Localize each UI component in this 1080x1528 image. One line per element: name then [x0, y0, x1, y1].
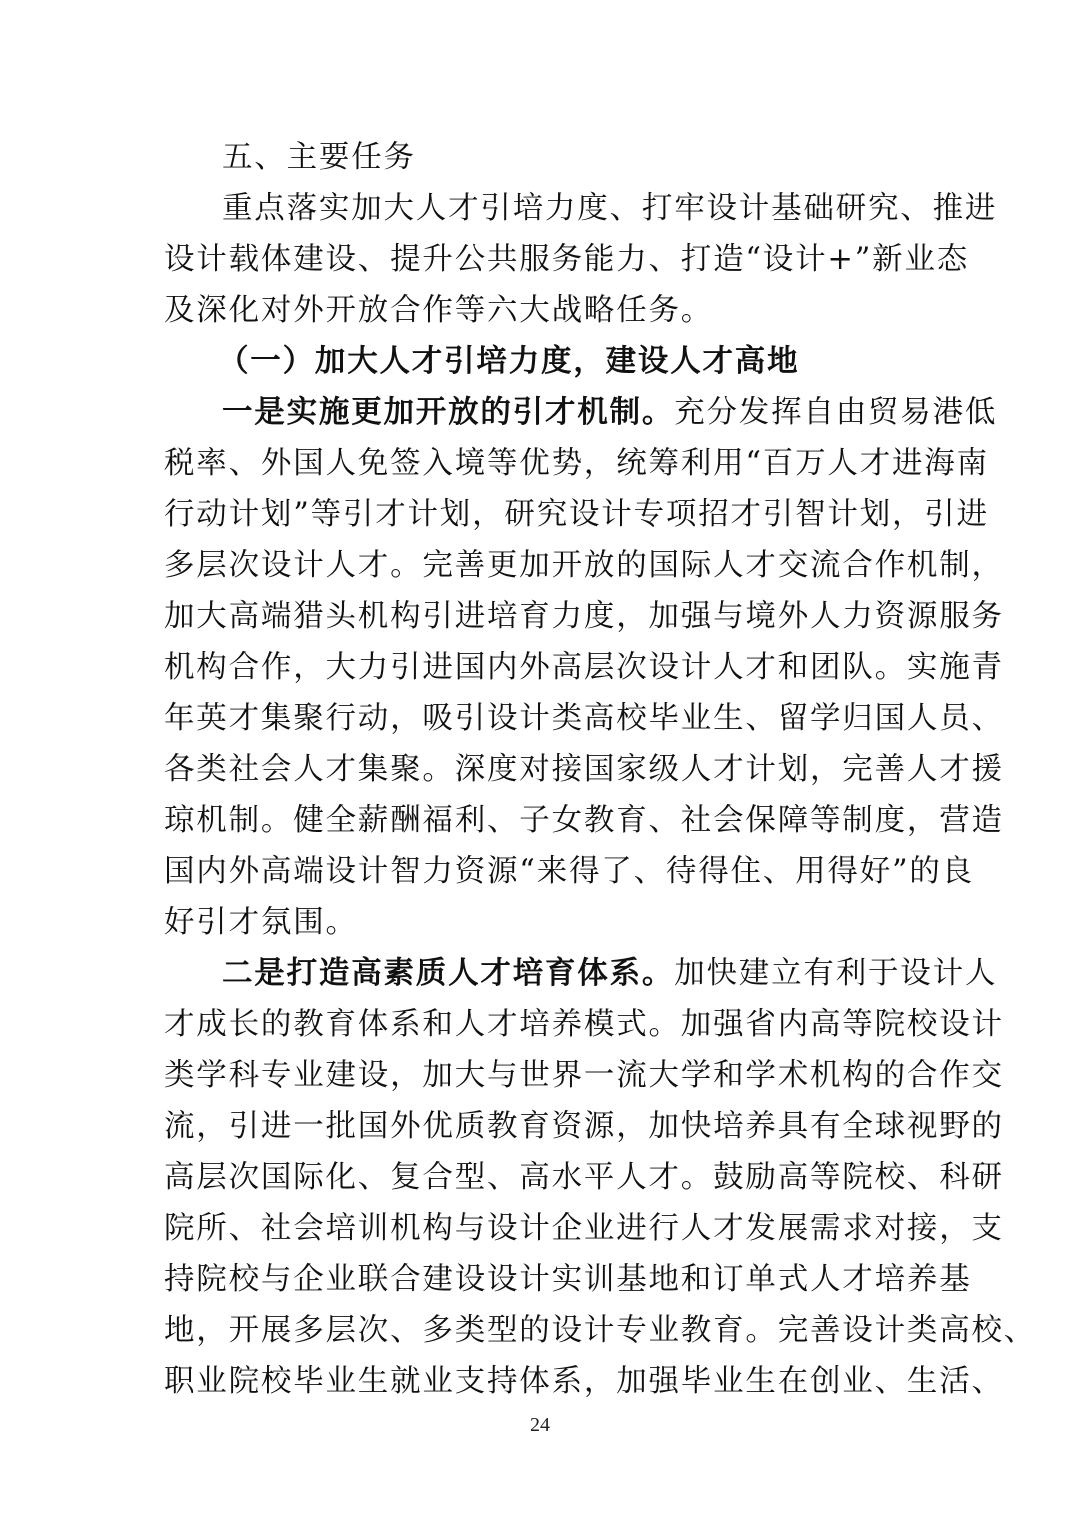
paragraph-lead: 二是打造高素质人才培育体系。 — [222, 956, 675, 991]
subsection-title: （一）加大人才引培力度，建设人才高地 — [218, 344, 800, 379]
intro-line: 重点落实加大人才引培力度、打牢设计基础研究、推进 — [222, 191, 998, 226]
paragraph-lead: 一是实施更加开放的引才机制。 — [222, 395, 675, 430]
paragraph-line: 各类社会人才集聚。深度对接国家级人才计划，完善人才援 — [164, 752, 1004, 787]
intro-line: 及深化对外开放合作等六大战略任务。 — [164, 293, 714, 328]
paragraph-line: 院所、社会培训机构与设计企业进行人才发展需求对接，支 — [164, 1211, 1004, 1246]
paragraph-line: 国内外高端设计智力资源“来得了、待得住、用得好”的良 — [164, 854, 974, 889]
paragraph-line: 好引才氛围。 — [164, 905, 358, 940]
paragraph-talent-introduction — [164, 387, 1004, 948]
paragraph-talent-cultivation — [164, 948, 1037, 1407]
paragraph-line: 税率、外国人免签入境等优势，统筹利用“百万人才进海南 — [164, 446, 989, 481]
intro-line: 设计载体建设、提升公共服务能力、打造“设计+”新业态 — [164, 242, 970, 277]
paragraph-text: 加快建立有利于设计人 — [674, 956, 998, 991]
paragraph-line: 地，开展多层次、多类型的设计专业教育。完善设计类高校、 — [164, 1313, 1037, 1348]
paragraph-line: 流，引进一批国外优质教育资源，加快培养具有全球视野的 — [164, 1109, 1004, 1144]
page-body — [164, 132, 1037, 1407]
paragraph-line: 多层次设计人才。完善更加开放的国际人才交流合作机制， — [164, 548, 1004, 583]
paragraph-line: 职业院校毕业生就业支持体系，加强毕业生在创业、生活、 — [164, 1364, 1004, 1399]
paragraph-line: 高层次国际化、复合型、高水平人才。鼓励高等院校、科研 — [164, 1160, 1004, 1195]
paragraph-first-line — [164, 948, 998, 999]
paragraph-line: 加大高端猎头机构引进培育力度，加强与境外人力资源服务 — [164, 599, 1004, 634]
paragraph-line: 年英才集聚行动，吸引设计类高校毕业生、留学归国人员、 — [164, 701, 1004, 736]
paragraph-line: 类学科专业建设，加大与世界一流大学和学术机构的合作交 — [164, 1058, 1004, 1093]
paragraph-line: 机构合作，大力引进国内外高层次设计人才和团队。实施青 — [164, 650, 1004, 685]
section-title: 五、主要任务 — [222, 140, 416, 175]
paragraph-text: 充分发挥自由贸易港低 — [674, 395, 998, 430]
paragraph-line: 持院校与企业联合建设设计实训基地和订单式人才培养基 — [164, 1262, 972, 1297]
paragraph-line: 才成长的教育体系和人才培养模式。加强省内高等院校设计 — [164, 1007, 1004, 1042]
paragraph-line: 行动计划”等引才计划，研究设计专项招才引智计划，引进 — [164, 497, 989, 532]
page-number: 24 — [530, 1414, 550, 1436]
intro-paragraph — [164, 183, 998, 336]
paragraph-line: 琼机制。健全薪酬福利、子女教育、社会保障等制度，营造 — [164, 803, 1004, 838]
paragraph-first-line — [164, 387, 998, 438]
